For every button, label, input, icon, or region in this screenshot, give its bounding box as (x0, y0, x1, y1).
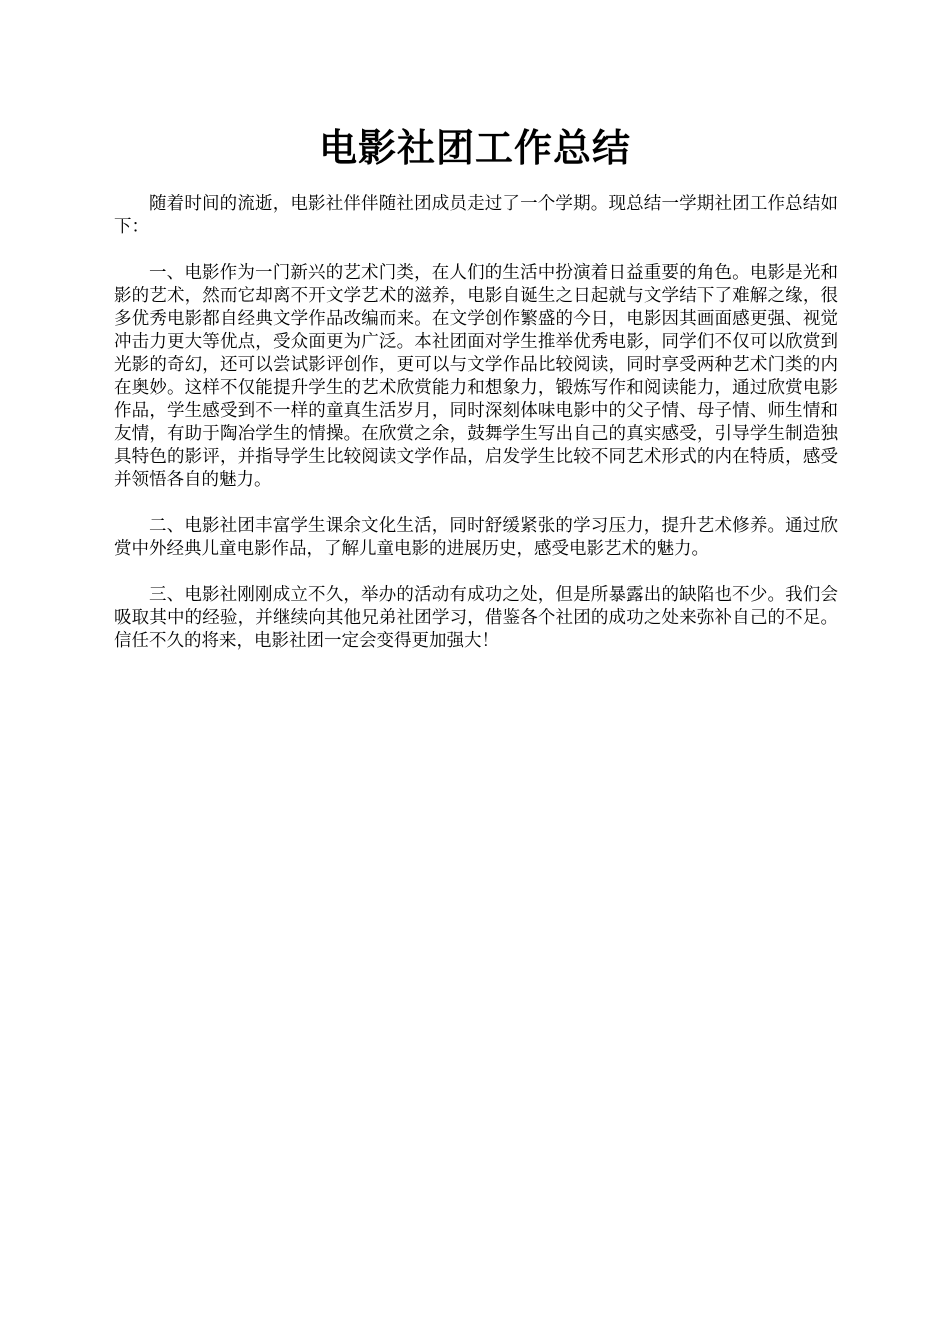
section-one-paragraph: 一、电影作为一门新兴的艺术门类，在人们的生活中扮演着日益重要的角色。电影是光和影的艺术，然而它却离不开文学艺术的滋养，电影自诞生之日起就与文学结下了难解之缘，很多优秀电影都自经典文学作品改编而来。在文学创作繁盛的今日，电影因其画面感更强、视觉冲击力更大等优点，受众面更为广泛。本社团面对学生推举优秀电影，同学们不仅可以欣赏到光影的奇幻，还可以尝试影评创作，更可以与文学作品比较阅读，同时享受两种艺术门类的内在奥妙。这样不仅能提升学生的艺术欣赏能力和想象力，锻炼写作和阅读能力，通过欣赏电影作品，学生感受到不一样的童真生活岁月，同时深刻体味电影中的父子情、母子情、师生情和友情，有助于陶冶学生的情操。在欣赏之余，鼓舞学生写出自己的真实感受，引导学生制造独具特色的影评，并指导学生比较阅读文学作品，启发学生比较不同艺术形式的内在特质，感受并领悟各自的魅力。 (114, 263, 838, 490)
paragraph-spacer (114, 561, 838, 584)
intro-paragraph: 随着时间的流逝，电影社伴伴随社团成员走过了一个学期。现总结一学期社团工作总结如下： (114, 194, 838, 237)
section-two-paragraph: 二、电影社团丰富学生课余文化生活，同时舒缓紧张的学习压力，提升艺术修养。通过欣赏中外经典儿童电影作品，了解儿童电影的进展历史，感受电影艺术的魅力。 (114, 516, 838, 559)
paragraph-spacer (114, 239, 838, 262)
paragraph-spacer (114, 492, 838, 515)
document-title: 电影社团工作总结 (318, 126, 631, 170)
document-body (114, 193, 838, 653)
section-three-paragraph: 三、电影社刚刚成立不久，举办的活动有成功之处，但是所暴露出的缺陷也不少。我们会吸取其中的经验，并继续向其他兄弟社团学习，借鉴各个社团的成功之处来弥补自己的不足。信任不久的将来，电影社团一定会变得更加强大！ (114, 585, 838, 651)
